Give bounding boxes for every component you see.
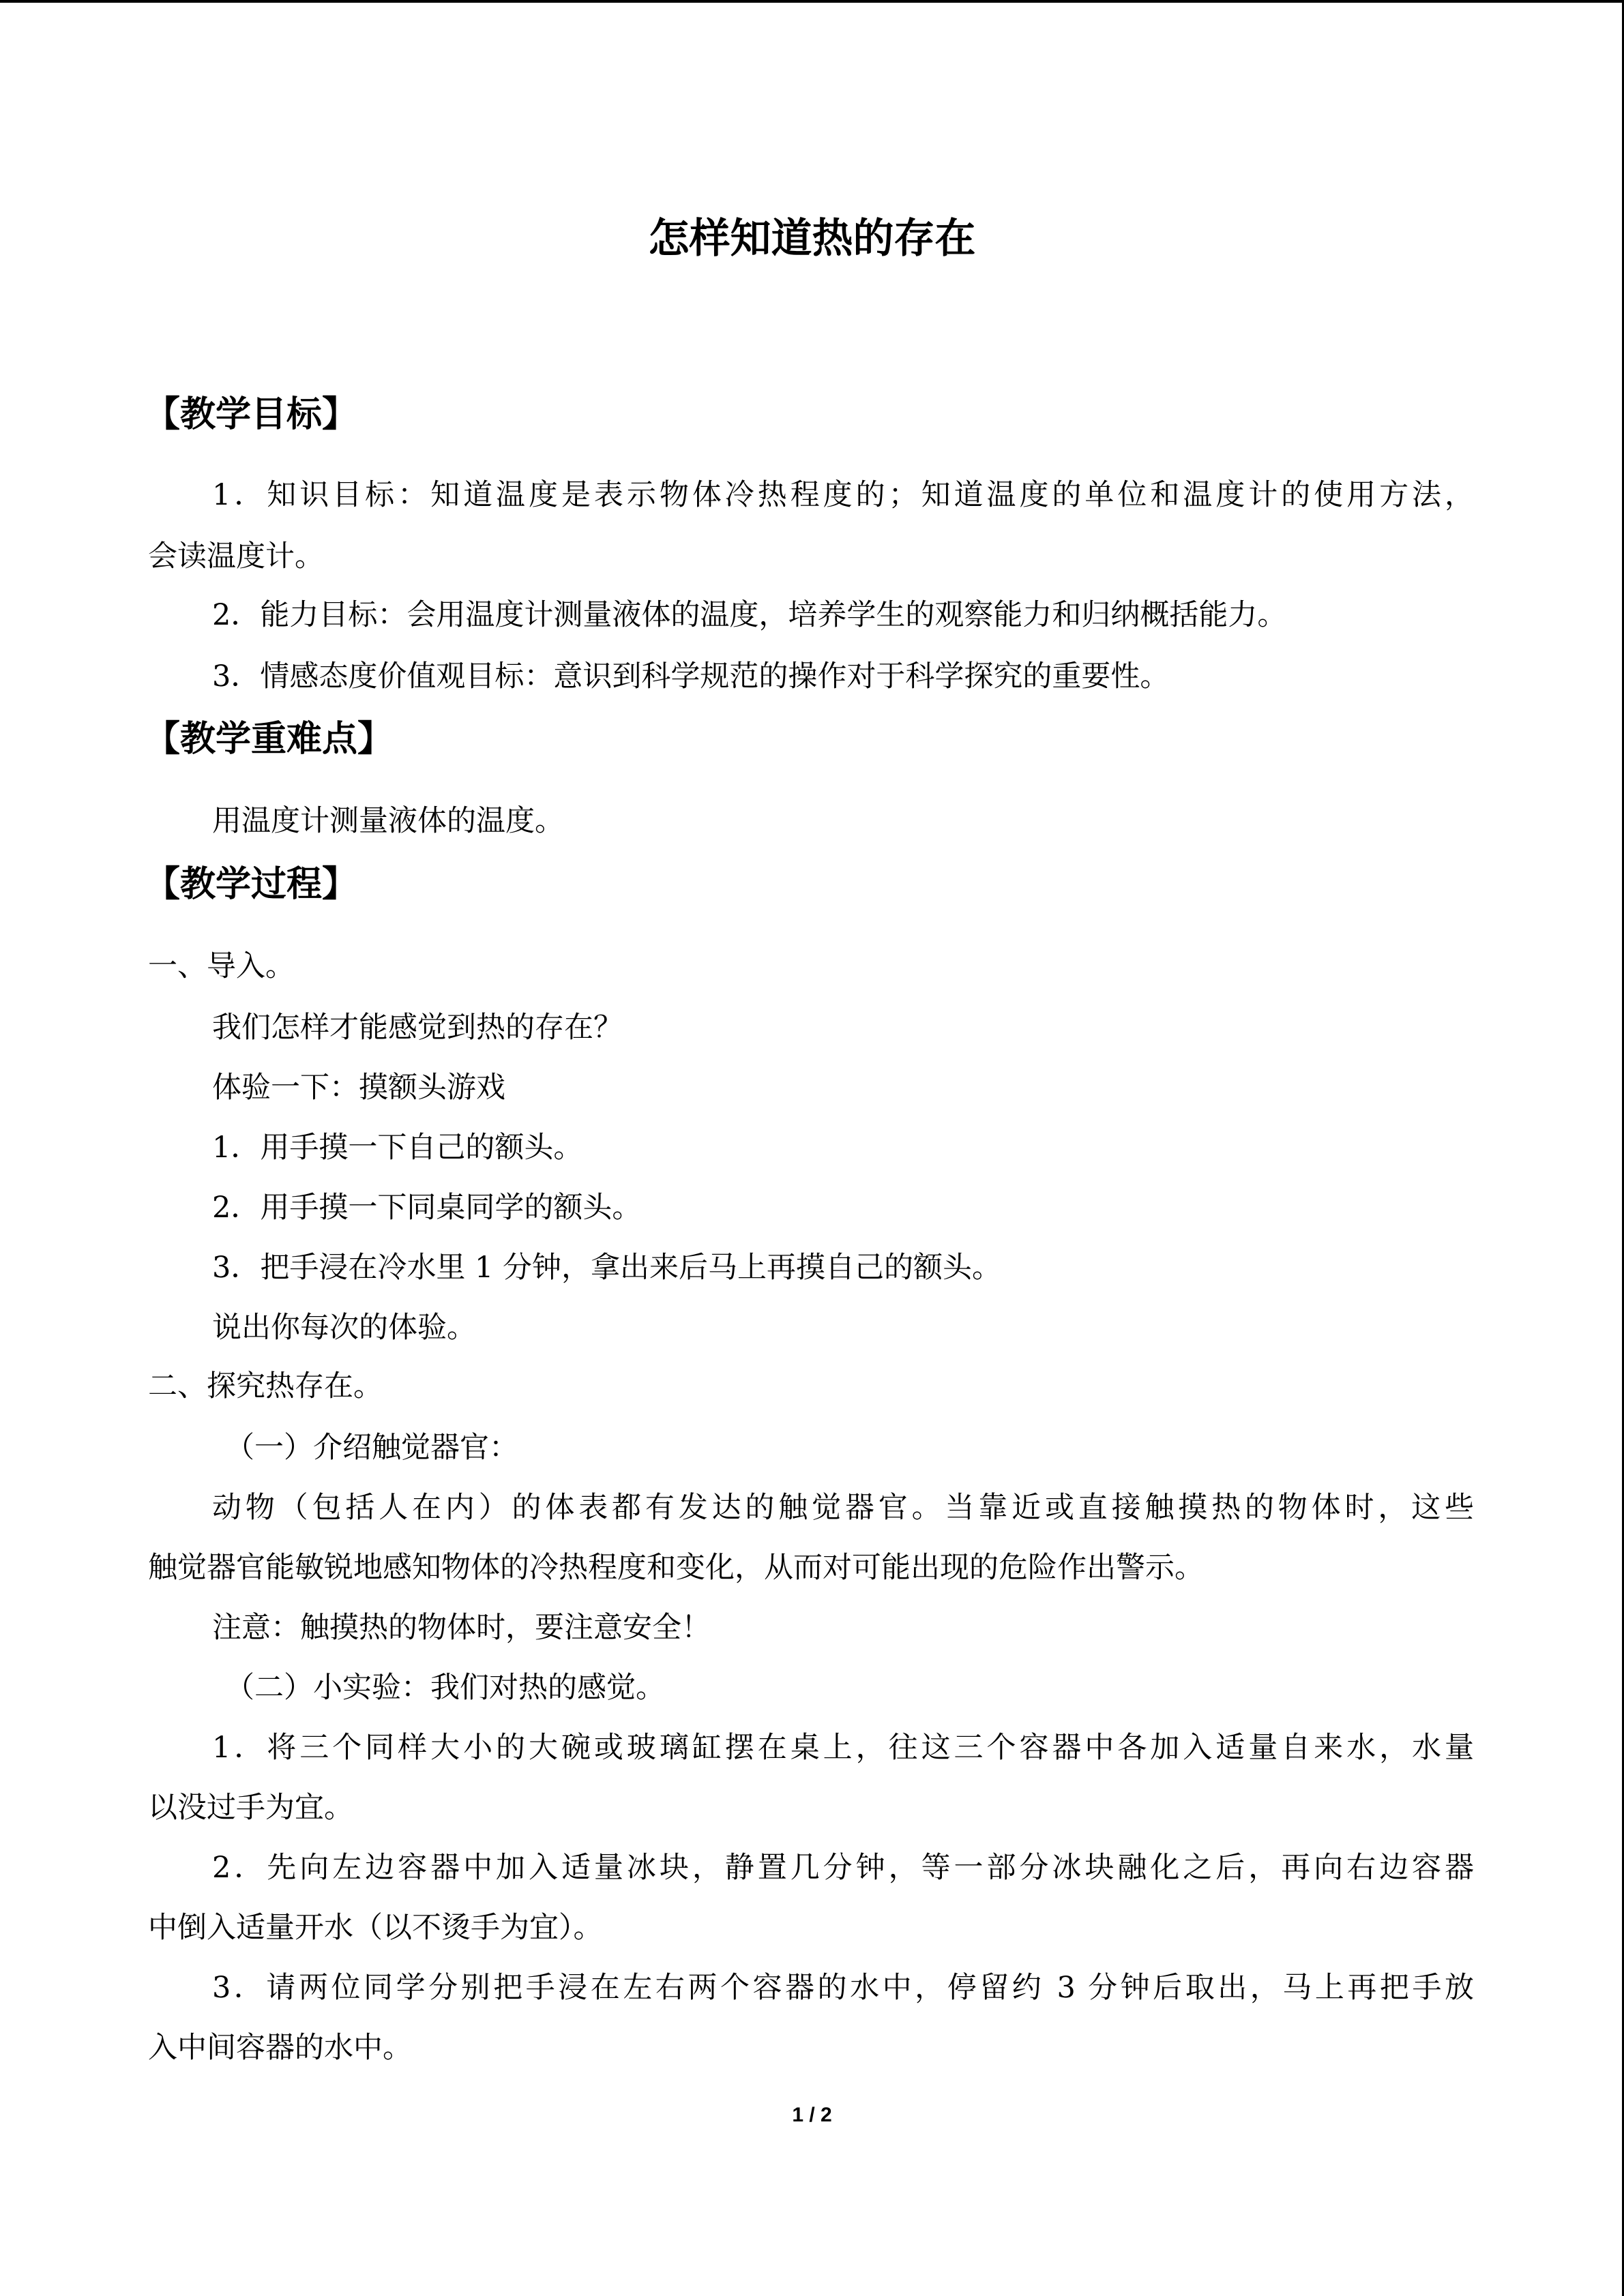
paragraph-line: 体验一下：摸额头游戏 xyxy=(212,1071,505,1105)
document-title: 怎样知道热的存在 xyxy=(648,215,976,263)
section-heading: 二、探究热存在。 xyxy=(148,1369,383,1403)
paragraph-line: 1．将三个同样大小的大碗或玻璃缸摆在桌上，往这三个容器中各加入适量自来水，水量 xyxy=(212,1731,1474,1765)
paragraph-line: 入中间容器的水中。 xyxy=(148,2031,412,2065)
paragraph-line: 1．知识目标：知道温度是表示物体冷热程度的；知道温度的单位和温度计的使用方法， xyxy=(212,478,1474,512)
paragraph-line: 用温度计测量液体的温度。 xyxy=(212,804,564,838)
heading-teaching-process: 【教学过程】 xyxy=(145,863,358,905)
paragraph-line: 3．请两位同学分别把手浸在左右两个容器的水中，停留约 3 分钟后取出，马上再把手放 xyxy=(212,1971,1474,2005)
paragraph-line: 说出你每次的体验。 xyxy=(212,1311,476,1345)
heading-teaching-goals: 【教学目标】 xyxy=(145,393,358,435)
paragraph-line: 中倒入适量开水（以不烫手为宜）。 xyxy=(148,1911,603,1945)
paragraph-line: 以没过手为宜。 xyxy=(148,1791,353,1825)
subsection-heading: （二）小实验：我们对热的感觉。 xyxy=(225,1671,665,1705)
paragraph-line: 会读温度计。 xyxy=(148,539,324,573)
paragraph-line: 2．能力目标：会用温度计测量液体的温度，培养学生的观察能力和归纳概括能力。 xyxy=(212,598,1287,632)
page-border-top xyxy=(0,0,1624,3)
section-heading: 一、导入。 xyxy=(148,949,295,983)
paragraph-line: 2．先向左边容器中加入适量冰块，静置几分钟，等一部分冰块融化之后，再向右边容器 xyxy=(212,1851,1474,1885)
heading-key-points: 【教学重难点】 xyxy=(145,718,394,760)
subsection-heading: （一）介绍触觉器官： xyxy=(225,1431,518,1465)
paragraph-line: 注意：触摸热的物体时，要注意安全！ xyxy=(212,1611,711,1645)
paragraph-line: 3．把手浸在冷水里 1 分钟，拿出来后马上再摸自己的额头。 xyxy=(212,1251,1002,1285)
paragraph-line: 触觉器官能敏锐地感知物体的冷热程度和变化，从而对可能出现的危险作出警示。 xyxy=(148,1551,1204,1585)
paragraph-line: 我们怎样才能感觉到热的存在？ xyxy=(212,1011,623,1045)
paragraph-line: 1．用手摸一下自己的额头。 xyxy=(212,1131,583,1165)
paragraph-line: 3．情感态度价值观目标：意识到科学规范的操作对于科学探究的重要性。 xyxy=(212,659,1170,694)
paragraph-line: 2．用手摸一下同桌同学的额头。 xyxy=(212,1191,642,1225)
paragraph-line: 动物（包括人在内）的体表都有发达的触觉器官。当靠近或直接触摸热的物体时，这些 xyxy=(212,1491,1474,1525)
page-number: 1 / 2 xyxy=(792,2104,832,2126)
